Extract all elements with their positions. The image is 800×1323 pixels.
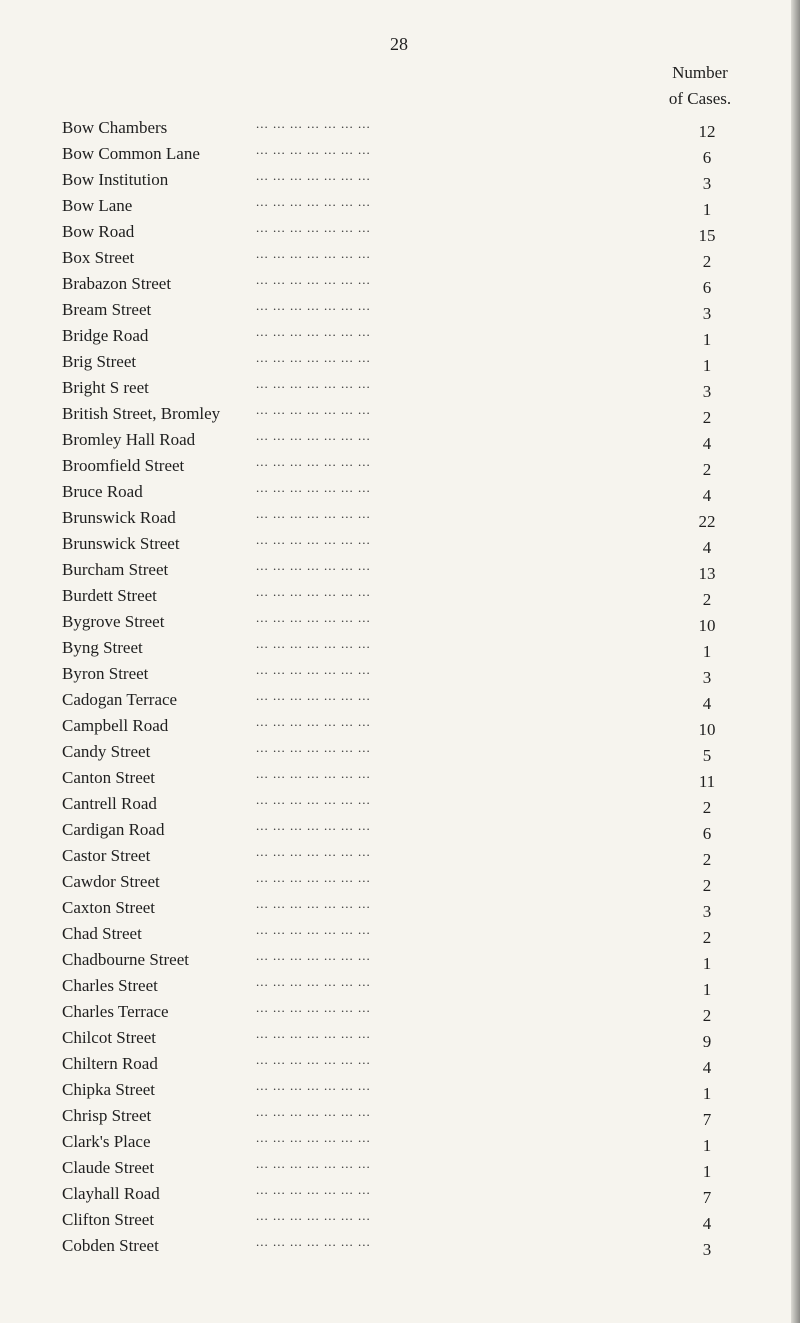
dot-leader: ... ... ... ... ... ... ...	[256, 246, 371, 261]
case-count: 6	[702, 278, 712, 297]
table-row	[0, 1026, 800, 1052]
dot-leader: ... ... ... ... ... ... ...	[256, 220, 371, 235]
street-name: Broomfield Street	[62, 456, 188, 476]
case-count: 3	[702, 174, 712, 193]
street-name: Byng Street	[62, 638, 147, 658]
dot-leader: ... ... ... ... ... ... ...	[256, 870, 371, 885]
table-row	[0, 662, 800, 688]
column-header-line2: of Cases.	[668, 89, 732, 108]
dot-leader: ... ... ... ... ... ... ...	[256, 662, 371, 677]
dot-leader: ... ... ... ... ... ... ...	[256, 116, 371, 131]
dot-leader: ... ... ... ... ... ... ...	[256, 688, 371, 703]
dot-leader: ... ... ... ... ... ... ...	[256, 1078, 371, 1093]
table-row	[0, 376, 800, 402]
case-count: 3	[702, 304, 712, 323]
dot-leader: ... ... ... ... ... ... ...	[256, 1052, 371, 1067]
table-row	[0, 636, 800, 662]
case-count: 1	[702, 1136, 712, 1155]
table-row	[0, 896, 800, 922]
table-row	[0, 584, 800, 610]
case-count: 4	[702, 694, 712, 713]
dot-leader: ... ... ... ... ... ... ...	[256, 636, 371, 651]
street-name: Cadogan Terrace	[62, 690, 181, 710]
case-count: 1	[702, 356, 712, 375]
street-name: Bygrove Street	[62, 612, 168, 632]
table-row	[0, 714, 800, 740]
case-count: 11	[698, 772, 716, 791]
case-count: 4	[702, 486, 712, 505]
street-name: Claude Street	[62, 1158, 158, 1178]
case-count: 1	[702, 330, 712, 349]
table-row	[0, 194, 800, 220]
street-name: Cobden Street	[62, 1236, 163, 1256]
case-count: 12	[698, 122, 716, 141]
table-row	[0, 402, 800, 428]
table-row	[0, 792, 800, 818]
case-count: 10	[698, 616, 716, 635]
street-name: Brunswick Street	[62, 534, 184, 554]
dot-leader: ... ... ... ... ... ... ...	[256, 532, 371, 547]
dot-leader: ... ... ... ... ... ... ...	[256, 896, 371, 911]
street-name: Brunswick Road	[62, 508, 180, 528]
case-count: 5	[702, 746, 712, 765]
case-count: 7	[702, 1188, 712, 1207]
table-row	[0, 688, 800, 714]
case-count: 2	[702, 850, 712, 869]
street-name: Bruce Road	[62, 482, 147, 502]
dot-leader: ... ... ... ... ... ... ...	[256, 766, 371, 781]
street-name: Chiltern Road	[62, 1054, 162, 1074]
case-count: 2	[702, 252, 712, 271]
street-name: Caxton Street	[62, 898, 159, 918]
dot-leader: ... ... ... ... ... ... ...	[256, 1000, 371, 1015]
case-count: 15	[698, 226, 716, 245]
case-count: 1	[702, 642, 712, 661]
table-row	[0, 1182, 800, 1208]
street-name: Clark's Place	[62, 1132, 155, 1152]
table-row	[0, 1078, 800, 1104]
street-name: Charles Street	[62, 976, 162, 996]
case-count: 1	[702, 200, 712, 219]
dot-leader: ... ... ... ... ... ... ...	[256, 974, 371, 989]
case-count: 2	[702, 590, 712, 609]
street-name: Chrisp Street	[62, 1106, 155, 1126]
street-name: Chadbourne Street	[62, 950, 193, 970]
street-name: Cantrell Road	[62, 794, 161, 814]
dot-leader: ... ... ... ... ... ... ...	[256, 922, 371, 937]
case-count: 10	[698, 720, 716, 739]
case-count: 1	[702, 1084, 712, 1103]
dot-leader: ... ... ... ... ... ... ...	[256, 168, 371, 183]
street-name: Clayhall Road	[62, 1184, 164, 1204]
table-row	[0, 1000, 800, 1026]
street-name: Campbell Road	[62, 716, 172, 736]
street-name: Burcham Street	[62, 560, 172, 580]
case-count: 2	[702, 460, 712, 479]
dot-leader: ... ... ... ... ... ... ...	[256, 324, 371, 339]
street-name: Brabazon Street	[62, 274, 175, 294]
street-name: Bow Road	[62, 222, 138, 242]
case-count: 1	[702, 954, 712, 973]
street-name: Bow Lane	[62, 196, 136, 216]
case-count: 4	[702, 1058, 712, 1077]
dot-leader: ... ... ... ... ... ... ...	[256, 792, 371, 807]
street-cases-table	[0, 116, 800, 1260]
table-row	[0, 922, 800, 948]
table-row	[0, 1130, 800, 1156]
dot-leader: ... ... ... ... ... ... ...	[256, 480, 371, 495]
table-row	[0, 1052, 800, 1078]
table-row	[0, 1156, 800, 1182]
case-count: 4	[702, 1214, 712, 1233]
street-name: Bromley Hall Road	[62, 430, 199, 450]
dot-leader: ... ... ... ... ... ... ...	[256, 428, 371, 443]
dot-leader: ... ... ... ... ... ... ...	[256, 1234, 371, 1249]
street-name: Bream Street	[62, 300, 155, 320]
table-row	[0, 350, 800, 376]
case-count: 2	[702, 1006, 712, 1025]
street-name: Charles Terrace	[62, 1002, 173, 1022]
street-name: British Street, Bromley	[62, 404, 224, 424]
street-name: Bow Chambers	[62, 118, 171, 138]
dot-leader: ... ... ... ... ... ... ...	[256, 194, 371, 209]
table-row	[0, 1208, 800, 1234]
dot-leader: ... ... ... ... ... ... ...	[256, 558, 371, 573]
case-count: 2	[702, 798, 712, 817]
column-header-line1: Number	[672, 63, 728, 82]
street-name: Castor Street	[62, 846, 154, 866]
case-count: 1	[702, 980, 712, 999]
table-row	[0, 844, 800, 870]
street-name: Brig Street	[62, 352, 140, 372]
dot-leader: ... ... ... ... ... ... ...	[256, 1182, 371, 1197]
street-name: Clifton Street	[62, 1210, 158, 1230]
table-row	[0, 324, 800, 350]
table-row	[0, 532, 800, 558]
dot-leader: ... ... ... ... ... ... ...	[256, 948, 371, 963]
street-name: Chad Street	[62, 924, 146, 944]
table-row	[0, 142, 800, 168]
table-row	[0, 220, 800, 246]
table-row	[0, 610, 800, 636]
dot-leader: ... ... ... ... ... ... ...	[256, 142, 371, 157]
street-name: Chilcot Street	[62, 1028, 160, 1048]
case-count: 3	[702, 902, 712, 921]
dot-leader: ... ... ... ... ... ... ...	[256, 818, 371, 833]
case-count: 3	[702, 382, 712, 401]
table-row	[0, 766, 800, 792]
street-name: Bow Common Lane	[62, 144, 204, 164]
dot-leader: ... ... ... ... ... ... ...	[256, 376, 371, 391]
case-count: 9	[702, 1032, 712, 1051]
dot-leader: ... ... ... ... ... ... ...	[256, 506, 371, 521]
case-count: 2	[702, 408, 712, 427]
dot-leader: ... ... ... ... ... ... ...	[256, 714, 371, 729]
street-name: Candy Street	[62, 742, 154, 762]
street-name: Burdett Street	[62, 586, 161, 606]
case-count: 1	[702, 1162, 712, 1181]
table-row	[0, 974, 800, 1000]
dot-leader: ... ... ... ... ... ... ...	[256, 454, 371, 469]
table-row	[0, 506, 800, 532]
table-row	[0, 428, 800, 454]
case-count: 2	[702, 928, 712, 947]
dot-leader: ... ... ... ... ... ... ...	[256, 610, 371, 625]
table-row	[0, 246, 800, 272]
street-name: Bow Institution	[62, 170, 172, 190]
table-row	[0, 168, 800, 194]
dot-leader: ... ... ... ... ... ... ...	[256, 350, 371, 365]
table-row	[0, 558, 800, 584]
table-row	[0, 454, 800, 480]
case-count: 3	[702, 668, 712, 687]
case-count: 13	[698, 564, 716, 583]
dot-leader: ... ... ... ... ... ... ...	[256, 298, 371, 313]
street-name: Bright S reet	[62, 378, 153, 398]
table-row	[0, 870, 800, 896]
case-count: 2	[702, 876, 712, 895]
dot-leader: ... ... ... ... ... ... ...	[256, 1130, 371, 1145]
street-name: Canton Street	[62, 768, 159, 788]
street-name: Chipka Street	[62, 1080, 159, 1100]
page-number: 28	[390, 34, 408, 54]
dot-leader: ... ... ... ... ... ... ...	[256, 1104, 371, 1119]
table-row	[0, 272, 800, 298]
column-header-number-of-cases	[650, 60, 750, 112]
table-row	[0, 740, 800, 766]
dot-leader: ... ... ... ... ... ... ...	[256, 1156, 371, 1171]
street-name: Bridge Road	[62, 326, 152, 346]
table-row	[0, 818, 800, 844]
dot-leader: ... ... ... ... ... ... ...	[256, 402, 371, 417]
dot-leader: ... ... ... ... ... ... ...	[256, 844, 371, 859]
table-row	[0, 298, 800, 324]
dot-leader: ... ... ... ... ... ... ...	[256, 1208, 371, 1223]
case-count: 3	[702, 1240, 712, 1259]
table-row	[0, 116, 800, 142]
dot-leader: ... ... ... ... ... ... ...	[256, 740, 371, 755]
case-count: 7	[702, 1110, 712, 1129]
street-name: Cardigan Road	[62, 820, 168, 840]
case-count: 6	[702, 148, 712, 167]
case-count: 6	[702, 824, 712, 843]
case-count: 22	[698, 512, 716, 531]
table-row	[0, 948, 800, 974]
table-row	[0, 1104, 800, 1130]
case-count: 4	[702, 538, 712, 557]
dot-leader: ... ... ... ... ... ... ...	[256, 272, 371, 287]
street-name: Box Street	[62, 248, 138, 268]
table-row	[0, 1234, 800, 1260]
case-count: 4	[702, 434, 712, 453]
street-name: Byron Street	[62, 664, 152, 684]
dot-leader: ... ... ... ... ... ... ...	[256, 584, 371, 599]
street-name: Cawdor Street	[62, 872, 164, 892]
dot-leader: ... ... ... ... ... ... ...	[256, 1026, 371, 1041]
table-row	[0, 480, 800, 506]
